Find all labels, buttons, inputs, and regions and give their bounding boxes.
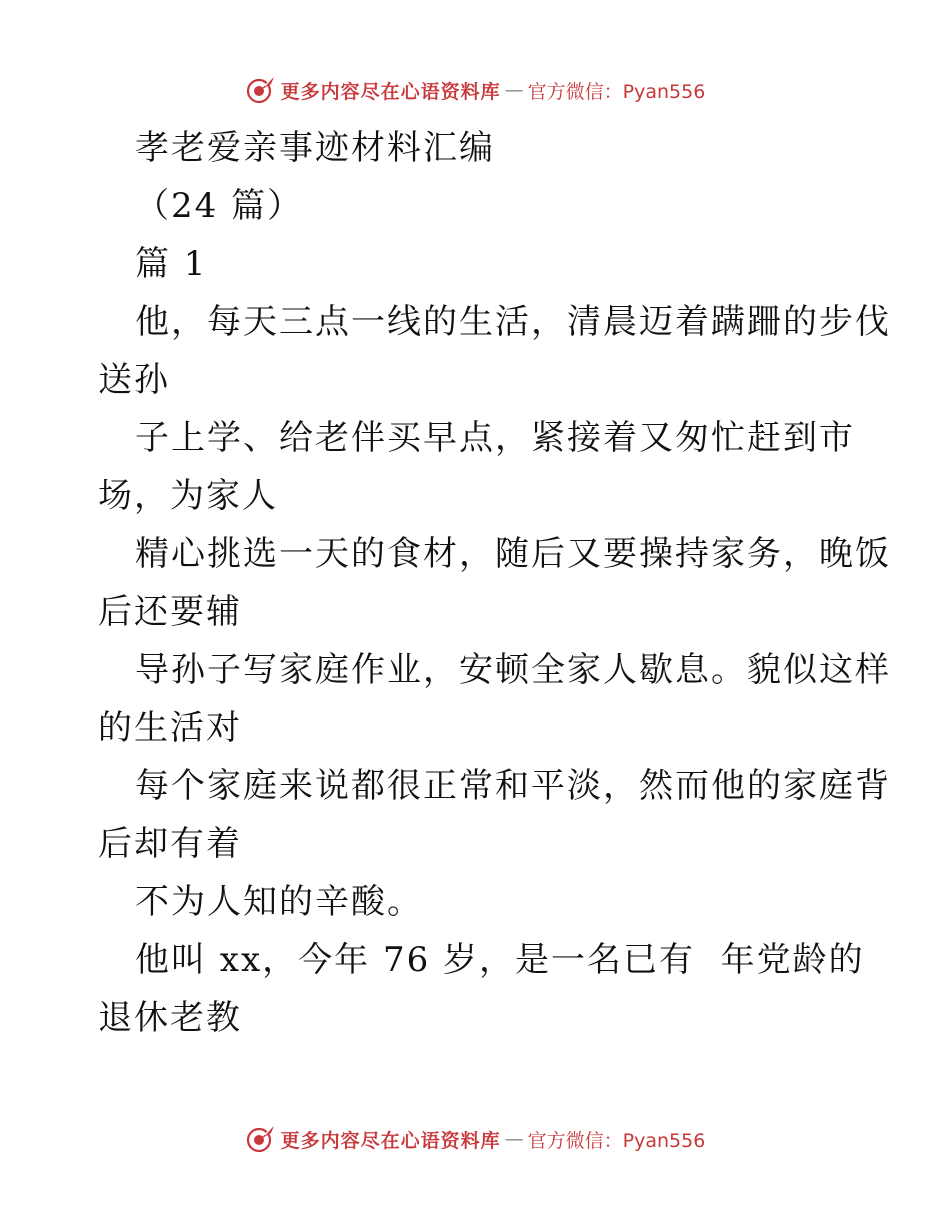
paragraph-line: 场，为家人	[98, 476, 278, 516]
section-heading: 篇 1	[135, 244, 208, 284]
header-brand-text: 更多内容尽在心语资料库	[280, 80, 501, 103]
paragraph-line: 后还要辅	[98, 592, 242, 632]
quill-logo-icon	[245, 1123, 277, 1155]
paragraph-line: 导孙子写家庭作业，安顿全家人歇息。貌似这样	[135, 650, 891, 690]
footer-separator: —	[504, 1128, 524, 1150]
paragraph-line: 他，每天三点一线的生活，清晨迈着蹒跚的步伐	[135, 302, 891, 342]
document-title: 孝老爱亲事迹材料汇编	[135, 128, 495, 168]
paragraph-line: 子上学、给老伴买早点，紧接着又匆忙赶到市	[135, 418, 855, 458]
paragraph-line: 不为人知的辛酸。	[135, 882, 423, 922]
footer-wechat-text: 官方微信：Pyan556	[527, 1129, 706, 1152]
document-count: （24 篇）	[135, 186, 304, 226]
paragraph-line: 他叫 xx，今年 76 岁，是一名已有 年党龄的	[135, 940, 865, 980]
footer-banner	[0, 1119, 950, 1159]
paragraph-line: 后却有着	[98, 824, 242, 864]
header-wechat-text: 官方微信：Pyan556	[527, 80, 706, 103]
paragraph-line: 送孙	[98, 360, 170, 400]
quill-logo-icon	[245, 74, 277, 106]
paragraph-line: 精心挑选一天的食材，随后又要操持家务，晚饭	[135, 534, 891, 574]
paragraph-line: 的生活对	[98, 708, 242, 748]
header-separator: —	[504, 79, 524, 101]
footer-brand-text: 更多内容尽在心语资料库	[280, 1129, 501, 1152]
header-banner	[0, 70, 950, 110]
paragraph-line: 退休老教	[98, 998, 242, 1038]
paragraph-line: 每个家庭来说都很正常和平淡，然而他的家庭背	[135, 766, 891, 806]
